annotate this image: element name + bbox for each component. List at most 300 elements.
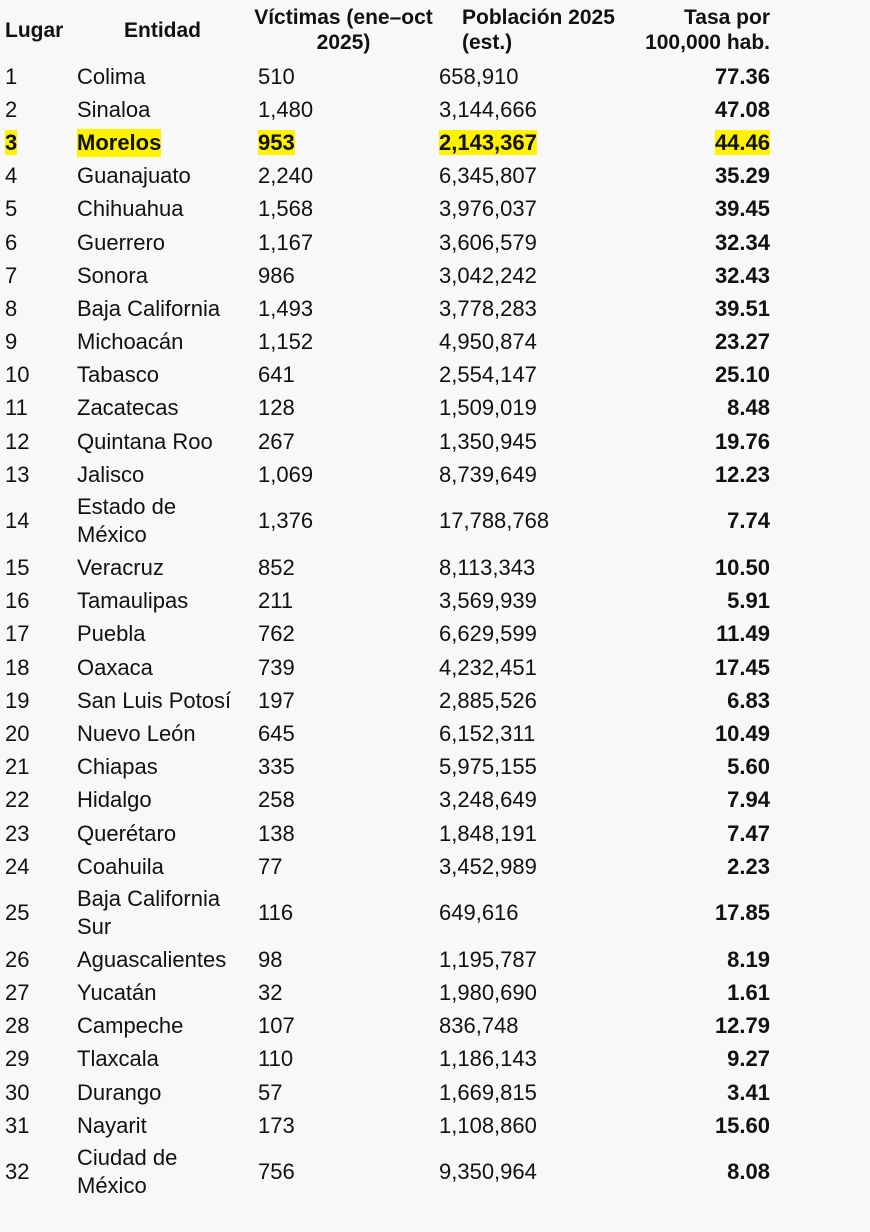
population-cell [434,126,634,159]
table-row [0,943,770,976]
population-cell [434,392,634,425]
rate-cell [634,93,770,126]
population-cell [434,883,634,943]
victims-cell [253,491,434,551]
rate-cell [634,883,770,943]
entity-cell [72,1076,253,1109]
header-rate: Tasa por 100,000 hab. [645,6,770,54]
population-cell [434,1043,634,1076]
population-text: 2,143,367 [439,129,537,155]
entity-cell [72,326,253,359]
rank-cell [0,1043,72,1076]
entity-cell [72,943,253,976]
victims-cell [253,883,434,943]
victims-cell [253,1142,434,1202]
victims-cell [253,977,434,1010]
rank-text: 25 [5,900,30,926]
population-cell [434,684,634,717]
entity-text: Chihuahua [77,196,184,222]
population-cell [434,784,634,817]
population-cell [434,551,634,584]
entity-text: Guanajuato [77,163,191,189]
rate-text: 5.60 [727,754,770,780]
entity-text: Yucatán [77,980,157,1006]
population-text: 3,778,283 [439,295,537,321]
population-cell [434,651,634,684]
population-cell [434,585,634,618]
entity-cell [72,618,253,651]
victims-text: 32 [258,980,283,1006]
entity-cell [72,1043,253,1076]
victims-cell [253,651,434,684]
rate-text: 2.23 [727,853,770,879]
victims-text: 77 [258,853,283,879]
rate-text: 17.45 [714,654,770,680]
entity-cell [72,684,253,717]
population-cell [434,717,634,750]
victims-cell [253,326,434,359]
rate-text: 11.49 [716,621,770,647]
victims-text: 1,376 [258,508,314,534]
entity-text: Sinaloa [77,96,151,122]
population-cell [434,326,634,359]
header-rank: Lugar [5,18,64,42]
rate-cell [634,1043,770,1076]
table-row [0,226,770,259]
entity-text: Sonora [77,262,148,288]
entity-cell [72,193,253,226]
rate-cell [634,943,770,976]
rate-cell [634,1010,770,1043]
rate-text: 32.43 [714,262,770,288]
rank-text: 4 [5,163,18,189]
rank-text: 1 [5,63,18,89]
victims-cell [253,93,434,126]
victims-cell [253,425,434,458]
entity-cell [72,60,253,93]
rate-text: 12.23 [714,461,770,487]
rank-cell [0,491,72,551]
table-row [0,491,770,551]
header-entity: Entidad [124,18,201,42]
population-cell [434,618,634,651]
entity-text: Veracruz [77,555,164,581]
victims-text: 756 [258,1159,295,1185]
rate-text: 3.41 [727,1079,770,1105]
entity-cell [72,491,253,551]
population-text: 1,195,787 [439,946,537,972]
entity-text: Chiapas [77,754,158,780]
victims-cell [253,392,434,425]
rank-cell [0,1010,72,1043]
population-text: 1,108,860 [439,1112,537,1138]
table-row [0,883,770,943]
rank-text: 29 [5,1046,30,1072]
victims-text: 197 [258,687,295,713]
victims-text: 510 [258,63,295,89]
population-text: 2,885,526 [439,687,537,713]
rank-text: 13 [5,461,30,487]
rate-cell [634,618,770,651]
victims-text: 110 [258,1046,294,1072]
population-text: 658,910 [439,63,519,89]
victims-text: 57 [258,1079,283,1105]
rank-cell [0,1142,72,1202]
rank-cell [0,943,72,976]
population-cell [434,1010,634,1043]
rate-cell [634,491,770,551]
entity-cell [72,1010,253,1043]
entity-cell [72,126,253,159]
entity-cell [72,1109,253,1142]
entity-cell [72,551,253,584]
entity-text: Hidalgo [77,787,152,813]
entity-text: Oaxaca [77,654,153,680]
entity-cell [72,93,253,126]
victims-text: 739 [258,654,295,680]
entity-cell [72,651,253,684]
table-row [0,618,770,651]
rate-text: 12.79 [714,1013,770,1039]
rate-text: 10.49 [714,720,770,746]
rate-text: 39.51 [714,295,770,321]
victims-text: 1,568 [258,196,314,222]
table-row [0,585,770,618]
table-row [0,93,770,126]
population-text: 3,042,242 [439,262,537,288]
rate-text: 77.36 [714,63,770,89]
population-text: 6,629,599 [439,621,537,647]
victims-cell [253,751,434,784]
entity-cell [72,817,253,850]
entity-cell [72,1142,253,1202]
rate-text: 5.91 [727,588,770,614]
rate-cell [634,60,770,93]
rate-text: 25.10 [714,362,770,388]
table-row [0,1010,770,1043]
rate-text: 8.48 [727,395,770,421]
table-row [0,359,770,392]
rank-cell [0,392,72,425]
entity-cell [72,359,253,392]
rank-text: 2 [5,96,18,122]
entity-cell [72,226,253,259]
entity-text: Nuevo León [77,720,196,746]
rate-text: 19.76 [714,428,770,454]
rank-cell [0,326,72,359]
rank-cell [0,1076,72,1109]
rank-text: 19 [5,687,30,713]
rank-cell [0,817,72,850]
entity-text: Ciudad de México [77,1145,178,1199]
victims-cell [253,717,434,750]
population-cell [434,425,634,458]
rate-cell [634,160,770,193]
table-row [0,551,770,584]
rank-text: 14 [5,508,30,534]
table-row [0,1142,770,1202]
rank-cell [0,651,72,684]
rank-text: 10 [5,362,30,388]
rate-cell [634,359,770,392]
entity-text: Colima [77,63,146,89]
rank-cell [0,93,72,126]
victims-text: 258 [258,787,295,813]
table-row [0,126,770,159]
entity-text: Querétaro [77,820,177,846]
victims-cell [253,1076,434,1109]
rank-cell [0,1109,72,1142]
table-row [0,160,770,193]
victims-cell [253,684,434,717]
rank-cell [0,883,72,943]
rate-cell [634,326,770,359]
victims-cell [253,60,434,93]
entity-cell [72,259,253,292]
rank-cell [0,717,72,750]
rate-cell [634,1109,770,1142]
population-text: 9,350,964 [439,1159,537,1185]
table-row [0,977,770,1010]
rank-text: 18 [5,654,30,680]
entity-text: Morelos [77,129,162,155]
entity-text: Zacatecas [77,395,179,421]
victims-cell [253,943,434,976]
entity-text: Coahuila [77,853,164,879]
rate-text: 32.34 [714,229,770,255]
population-cell [434,1109,634,1142]
population-text: 4,950,874 [439,329,537,355]
population-text: 2,554,147 [439,362,537,388]
rank-text: 16 [5,588,30,614]
table-body [0,60,770,1202]
rate-cell [634,717,770,750]
population-cell [434,160,634,193]
table-row [0,850,770,883]
rank-cell [0,585,72,618]
population-text: 3,144,666 [439,96,537,122]
population-cell [434,93,634,126]
entity-text: Guerrero [77,229,166,255]
population-cell [434,1076,634,1109]
population-text: 3,569,939 [439,588,537,614]
victims-text: 641 [258,362,295,388]
rank-text: 11 [5,395,28,421]
rate-cell [634,458,770,491]
victims-cell [253,1043,434,1076]
rate-cell [634,259,770,292]
victims-text: 762 [258,621,295,647]
population-cell [434,1142,634,1202]
population-text: 8,113,343 [439,555,536,581]
rate-text: 17.85 [714,900,770,926]
rank-cell [0,684,72,717]
victims-text: 128 [258,395,295,421]
entity-cell [72,160,253,193]
population-cell [434,458,634,491]
rate-cell [634,1076,770,1109]
victims-text: 211 [258,588,294,614]
entity-text: Aguascalientes [77,946,227,972]
table-row [0,1076,770,1109]
table-row [0,292,770,325]
population-text: 3,606,579 [439,229,537,255]
rate-cell [634,226,770,259]
population-text: 3,452,989 [439,853,537,879]
table-row [0,717,770,750]
population-text: 5,975,155 [439,754,537,780]
rate-text: 8.08 [727,1159,770,1185]
victims-text: 1,152 [258,329,314,355]
victims-cell [253,193,434,226]
table-row [0,425,770,458]
population-cell [434,292,634,325]
rate-text: 47.08 [714,96,770,122]
rank-text: 22 [5,787,30,813]
rate-text: 7.47 [727,820,770,846]
rank-cell [0,193,72,226]
header-victims: Víctimas (ene–oct 2025) [254,6,433,54]
header-population: Población 2025 (est.) [462,6,615,54]
rank-text: 27 [5,980,30,1006]
entity-text: Quintana Roo [77,428,213,454]
population-cell [434,817,634,850]
rank-text: 32 [5,1159,30,1185]
rate-cell [634,551,770,584]
victims-cell [253,259,434,292]
rank-cell [0,126,72,159]
victims-text: 1,493 [258,295,314,321]
victims-text: 107 [258,1013,295,1039]
table-row [0,684,770,717]
rate-text: 23.27 [714,329,770,355]
table-header-row [0,0,770,60]
entity-text: Nayarit [77,1112,147,1138]
entity-text: Tlaxcala [77,1046,159,1072]
entity-cell [72,425,253,458]
victims-cell [253,850,434,883]
rank-cell [0,751,72,784]
rate-cell [634,817,770,850]
population-cell [434,226,634,259]
entity-cell [72,292,253,325]
population-text: 8,739,649 [439,461,537,487]
victims-text: 852 [258,555,295,581]
victims-cell [253,292,434,325]
rate-text: 8.19 [727,946,770,972]
victims-cell [253,618,434,651]
victims-text: 1,480 [258,96,314,122]
population-cell [434,359,634,392]
rank-text: 15 [5,555,30,581]
population-text: 4,232,451 [439,654,537,680]
rank-text: 23 [5,820,30,846]
table-row [0,326,770,359]
rank-cell [0,551,72,584]
rate-cell [634,850,770,883]
victims-text: 1,069 [258,461,314,487]
victims-cell [253,126,434,159]
rank-text: 17 [5,621,30,647]
entity-cell [72,585,253,618]
rank-cell [0,784,72,817]
entity-text: San Luis Potosí [77,687,232,713]
population-text: 1,186,143 [439,1046,537,1072]
entity-text: Michoacán [77,329,184,355]
rank-cell [0,850,72,883]
entity-text: Tabasco [77,362,159,388]
entity-text: Estado de México [77,494,177,548]
victims-cell [253,1109,434,1142]
table-row [0,259,770,292]
population-text: 1,848,191 [439,820,537,846]
population-cell [434,751,634,784]
rate-text: 7.74 [727,508,770,534]
rank-text: 21 [5,754,30,780]
entity-text: Jalisco [77,461,145,487]
rate-text: 35.29 [714,163,770,189]
victims-cell [253,551,434,584]
population-text: 1,669,815 [439,1079,537,1105]
population-cell [434,850,634,883]
victims-cell [253,784,434,817]
entity-text: Baja California [77,295,221,321]
victims-text: 116 [258,900,294,926]
population-text: 6,345,807 [439,163,537,189]
entity-cell [72,392,253,425]
rate-text: 7.94 [727,787,770,813]
victims-text: 335 [258,754,295,780]
victims-text: 98 [258,946,283,972]
population-cell [434,259,634,292]
population-text: 1,509,019 [439,395,537,421]
rank-text: 12 [5,428,30,454]
victims-cell [253,359,434,392]
victims-text: 138 [258,820,295,846]
rate-text: 44.46 [714,129,770,155]
rank-text: 3 [5,129,18,155]
table-row [0,458,770,491]
population-text: 1,980,690 [439,980,537,1006]
population-cell [434,943,634,976]
rank-cell [0,160,72,193]
rate-cell [634,425,770,458]
victims-text: 645 [258,720,295,746]
population-text: 1,350,945 [439,428,537,454]
population-text: 3,976,037 [439,196,537,222]
table-row [0,1109,770,1142]
entity-cell [72,751,253,784]
rank-text: 8 [5,295,18,321]
table-row [0,60,770,93]
rate-cell [634,784,770,817]
rate-cell [634,977,770,1010]
rate-cell [634,292,770,325]
rate-cell [634,585,770,618]
rate-text: 39.45 [714,196,770,222]
rank-cell [0,977,72,1010]
population-text: 17,788,768 [439,508,550,534]
victims-text: 1,167 [258,229,314,255]
table-row [0,651,770,684]
population-cell [434,491,634,551]
victims-cell [253,458,434,491]
rate-text: 15.60 [714,1112,770,1138]
rate-text: 6.83 [727,687,770,713]
entity-cell [72,717,253,750]
entity-text: Puebla [77,621,146,647]
entity-cell [72,784,253,817]
